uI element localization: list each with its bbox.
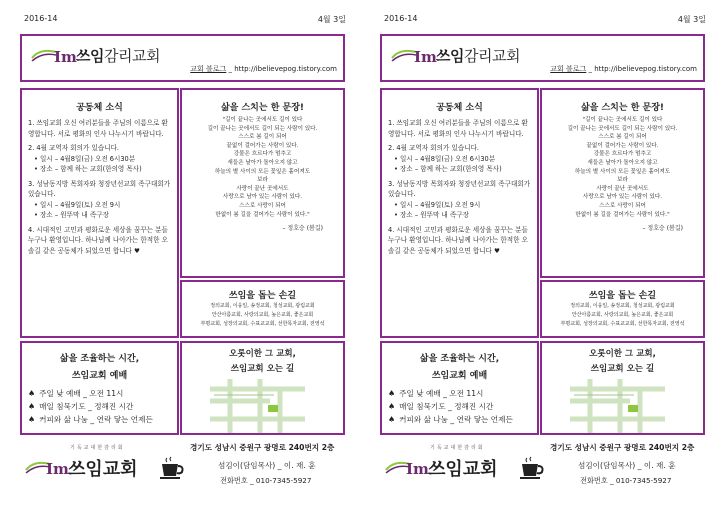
news-item-detail: • 장소 – 함께 하는 교회(한의영 목사) xyxy=(394,165,502,173)
main-section xyxy=(380,88,705,338)
helpers-list xyxy=(186,302,339,329)
logo-im: Im xyxy=(414,48,437,66)
bulletin-page-right xyxy=(374,0,720,508)
page-header xyxy=(384,14,706,28)
helpers-panel xyxy=(540,280,705,338)
main-section xyxy=(20,88,345,338)
poem-line: 한없이 봄 길을 걸어가는 사람이 있다." xyxy=(215,211,310,218)
poem-line: 스스로 봄 길이 되어 xyxy=(598,134,647,141)
issue-number: 2016-14 xyxy=(24,14,58,23)
blog-url[interactable]: http://ibelievepog.tistory.com xyxy=(234,65,337,73)
worship-item: ♠ 매일 침묵기도 _ 정해진 시간 xyxy=(388,400,537,413)
poem-line: 사랑이 끝난 곳에서도 xyxy=(236,185,289,192)
news-item-text: 1. 쓰임교회 오신 여러분들을 주님의 이름으로 환영합니다. 서로 평화의 인사 나누시기 바랍니다. xyxy=(28,119,168,138)
news-item xyxy=(388,118,533,139)
route-title: 오롯이한 그 교회, xyxy=(229,349,296,359)
route-panel xyxy=(180,341,345,435)
church-name-bold: 쓰임 xyxy=(76,47,104,65)
issue-date: 4월 3일 xyxy=(677,15,706,24)
helpers-title: 쓰임을 돕는 손길 xyxy=(228,291,297,301)
church-name xyxy=(436,45,520,66)
news-item-text: 2. 4월 교역자 회의가 있습니다. xyxy=(388,144,480,152)
footer-logo-im: Im xyxy=(406,460,429,478)
poem-line: 한없이 봄 길을 걸어가는 사람이 있다." xyxy=(575,211,670,218)
blog-url[interactable]: http://ibelievepog.tistory.com xyxy=(594,65,697,73)
church-name xyxy=(76,45,160,66)
news-list xyxy=(388,118,533,260)
worship-panel xyxy=(380,341,539,435)
footer-logo-im: Im xyxy=(46,460,69,478)
worship-title: 삶을 조율하는 시간, xyxy=(419,354,500,364)
footer-church-name: 쓰임교회 xyxy=(428,459,498,480)
route-map-icon xyxy=(570,379,665,433)
worship-item: ♠ 주일 낮 예배 _ 오전 11시 xyxy=(388,387,537,400)
news-item-detail: • 장소 – 원뚜막 내 족구장 xyxy=(394,211,469,219)
blog-sep: _ xyxy=(226,65,235,73)
worship-item: ♠ 주일 낮 예배 _ 오전 11시 xyxy=(28,387,177,400)
helpers-line: 안산아름교회, 사랑의교회, 높은교회, 좋은교회 xyxy=(571,312,674,318)
worship-item: ♠ 매일 침묵기도 _ 정해진 시간 xyxy=(28,400,177,413)
blog-line xyxy=(550,64,697,74)
church-logo xyxy=(390,42,530,68)
route-map-icon xyxy=(210,379,305,433)
footer-church-name: 쓰임교회 xyxy=(68,459,138,480)
poem-author: – 정호승 (봄길) xyxy=(642,225,683,233)
news-item-detail: • 일시 – 4월8일(금) 오전 6시30분 xyxy=(394,154,496,163)
pastor-name: 섬김이(담임목사) _ 이. 재. 훈 xyxy=(578,461,676,470)
helpers-title: 쓰임을 돕는 손길 xyxy=(588,291,657,301)
worship-item: ♠ 커피와 삶 나눔 _ 연락 닿는 언제든 xyxy=(28,413,177,426)
helpers-line: 부평교회, 성장의교회, 수표교교회, 선한목자교회, 전영석 xyxy=(200,321,325,327)
issue-date: 4월 3일 xyxy=(317,15,346,24)
news-item xyxy=(28,118,173,139)
news-item xyxy=(28,143,173,175)
news-panel xyxy=(20,88,179,338)
poem-line: 새들은 날아가 돌아오지 않고 xyxy=(227,159,298,166)
poem-panel xyxy=(180,88,345,278)
news-item-text: 4. 시대적인 고민과 평화로운 세상을 꿈꾸는 분들 누구나 환영입니다. 하나님께 나아가는 한적한 오솔길 같은 공동체가 되었으면 합니다 ♥ xyxy=(28,225,168,255)
route-subtitle: 쓰임교회 오는 길 xyxy=(590,364,655,374)
news-item-text: 4. 시대적인 고민과 평화로운 세상을 꿈꾸는 분들 누구나 환영입니다. 하나님께 나아가는 한적한 오솔길 같은 공동체가 되었으면 합니다 ♥ xyxy=(388,225,528,255)
poem-title: 삶을 스치는 한 문장! xyxy=(220,103,305,113)
news-item-text: 3. 성남동지방 목회자와 청장년선교회 족구대회가 있습니다. xyxy=(28,179,171,198)
blog-line xyxy=(190,64,337,74)
footer-denomination: 기독교대한감리회 xyxy=(70,445,125,451)
route-title: 오롯이한 그 교회, xyxy=(589,349,656,359)
poem-author: – 정호승 (봄길) xyxy=(282,225,323,233)
logo-im: Im xyxy=(54,48,77,66)
news-item xyxy=(28,225,173,257)
news-item-text: 1. 쓰임교회 오신 여러분들을 주님의 이름으로 환영합니다. 서로 평화의 인사 나누시기 바랍니다. xyxy=(388,119,528,138)
blog-label: 교회 블로그 xyxy=(190,65,227,73)
news-item xyxy=(388,143,533,175)
church-name-rest: 감리교회 xyxy=(463,47,520,65)
footer-logo xyxy=(24,444,154,490)
route-subtitle: 쓰임교회 오는 길 xyxy=(230,364,295,374)
worship-list xyxy=(28,387,177,426)
poem-line: 사랑이 끝난 곳에서도 xyxy=(596,185,649,192)
page-header xyxy=(24,14,346,28)
news-title: 공동체 소식 xyxy=(436,103,483,113)
footer xyxy=(20,440,345,500)
poem-line: 스스로 사랑이 되어 xyxy=(239,202,286,209)
footer-denomination: 기독교대한감리회 xyxy=(430,445,485,451)
news-item xyxy=(388,225,533,257)
title-box xyxy=(20,34,345,82)
blog-sep: _ xyxy=(586,65,595,73)
poem-line: 길이 끝나는 곳에서도 길이 되는 사람이 있다. xyxy=(207,125,318,132)
news-item-detail: • 장소 – 원뚜막 내 족구장 xyxy=(34,211,109,219)
poem-line: 끝없이 걸어가는 사람이 있다. xyxy=(226,142,299,149)
news-item-detail: • 일시 – 4월9일(토) 오전 9시 xyxy=(34,200,121,209)
title-box xyxy=(380,34,705,82)
poem-line: 보라 xyxy=(257,177,268,184)
poem-line: 새들은 날아가 돌아오지 않고 xyxy=(587,159,658,166)
worship-subtitle: 쓰임교회 예배 xyxy=(71,371,128,381)
poem-panel xyxy=(540,88,705,278)
news-item-detail: • 일시 – 4월9일(토) 오전 9시 xyxy=(394,200,481,209)
blog-label: 교회 블로그 xyxy=(550,65,587,73)
poem-line: 길이 끝나는 곳에서도 길이 되는 사람이 있다. xyxy=(567,125,678,132)
poem-line: 끝없이 걸어가는 사람이 있다. xyxy=(586,142,659,149)
helpers-line: 정의교회, 이웅일, 송정교회, 청성교회, 광림교회 xyxy=(210,303,315,309)
poem-line: 하늘의 별 사이의 모든 꽃잎은 흩어져도 xyxy=(214,168,311,175)
poem-text xyxy=(546,116,699,234)
church-logo xyxy=(30,42,170,68)
worship-item: ♠ 커피와 삶 나눔 _ 연락 닿는 언제든 xyxy=(388,413,537,426)
poem-line: 보라 xyxy=(617,177,628,184)
footer xyxy=(380,440,705,500)
bottom-section xyxy=(20,341,345,435)
church-phone: 전화번호 _ 010-7345-5927 xyxy=(580,476,672,485)
coffee-cup-icon xyxy=(158,454,186,482)
poem-line: 강물은 흐르다가 멈추고 xyxy=(233,151,292,158)
helpers-panel xyxy=(180,280,345,338)
worship-list xyxy=(388,387,537,426)
helpers-list xyxy=(546,302,699,329)
worship-panel xyxy=(20,341,179,435)
poem-title: 삶을 스치는 한 문장! xyxy=(580,103,665,113)
news-item-text: 2. 4월 교역자 회의가 있습니다. xyxy=(28,144,120,152)
news-item-detail: • 장소 – 함께 하는 교회(한의영 목사) xyxy=(34,165,142,173)
church-name-bold: 쓰임 xyxy=(436,47,464,65)
helpers-line: 정의교회, 이웅일, 송정교회, 청성교회, 광림교회 xyxy=(570,303,675,309)
pastor-name: 섬김이(담임목사) _ 이. 재. 훈 xyxy=(218,461,316,470)
church-address: 경기도 성남시 중원구 광명로 240번지 2층 xyxy=(190,443,335,452)
news-panel xyxy=(380,88,539,338)
issue-number: 2016-14 xyxy=(384,14,418,23)
footer-logo xyxy=(384,444,514,490)
news-item-text: 3. 성남동지방 목회자와 청장년선교회 족구대회가 있습니다. xyxy=(388,179,531,198)
poem-line: 강물은 흐르다가 멈추고 xyxy=(593,151,652,158)
news-list xyxy=(28,118,173,260)
poem-text xyxy=(186,116,339,234)
poem-line: 하늘의 별 사이의 모든 꽃잎은 흩어져도 xyxy=(574,168,671,175)
news-item xyxy=(388,179,533,221)
coffee-cup-icon xyxy=(518,454,546,482)
church-address: 경기도 성남시 중원구 광명로 240번지 2층 xyxy=(550,443,695,452)
news-item-detail: • 일시 – 4월8일(금) 오전 6시30분 xyxy=(34,154,136,163)
bottom-section xyxy=(380,341,705,435)
news-title: 공동체 소식 xyxy=(76,103,123,113)
bulletin-page-left xyxy=(14,0,360,508)
poem-line: 사랑으로 남아 있는 사람이 있다. xyxy=(222,194,303,201)
route-panel xyxy=(540,341,705,435)
poem-line: 스스로 사랑이 되어 xyxy=(599,202,646,209)
helpers-line: 안산아름교회, 사랑의교회, 높은교회, 좋은교회 xyxy=(211,312,314,318)
helpers-line: 부평교회, 성장의교회, 수표교교회, 선한목자교회, 전영석 xyxy=(560,321,685,327)
poem-line: "길이 끝나는 곳에서도 길이 있다 xyxy=(582,117,663,123)
church-name-rest: 감리교회 xyxy=(103,47,160,65)
poem-line: 스스로 봄 길이 되어 xyxy=(238,134,287,141)
worship-title: 삶을 조율하는 시간, xyxy=(59,354,140,364)
church-phone: 전화번호 _ 010-7345-5927 xyxy=(220,476,312,485)
worship-subtitle: 쓰임교회 예배 xyxy=(431,371,488,381)
poem-line: 사랑으로 남아 있는 사람이 있다. xyxy=(582,194,663,201)
news-item xyxy=(28,179,173,221)
poem-line: "길이 끝나는 곳에서도 길이 있다 xyxy=(222,117,303,123)
